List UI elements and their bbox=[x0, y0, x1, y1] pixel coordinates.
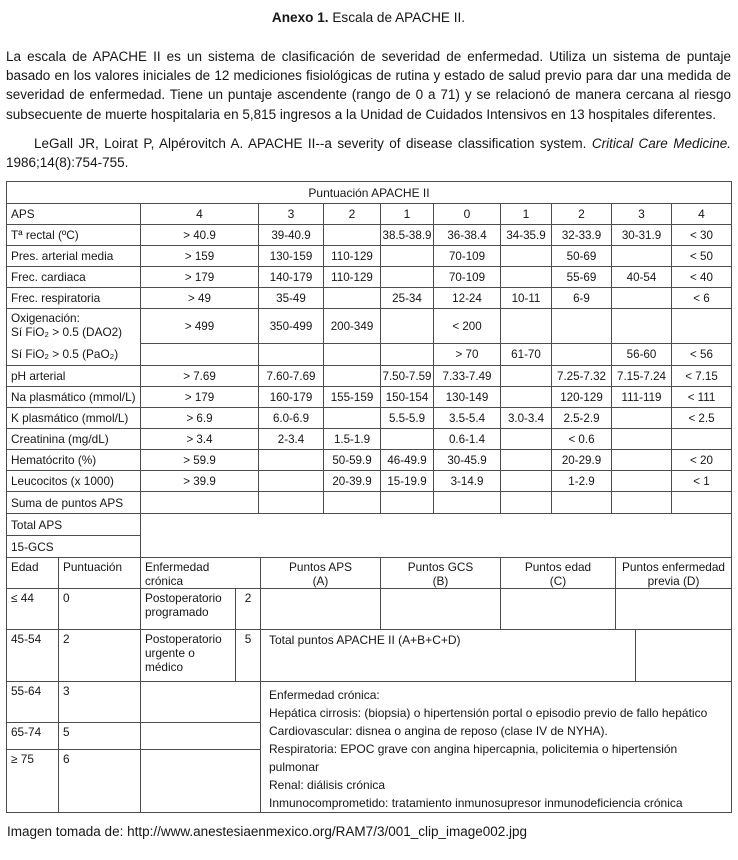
row-label bbox=[7, 267, 141, 288]
row-label-line: Creatinina (mg/dL) bbox=[11, 432, 109, 447]
score-cell: < 111 bbox=[672, 387, 732, 408]
score-cell: > 179 bbox=[141, 387, 259, 408]
score-cell: 61-70 bbox=[501, 344, 552, 366]
score-cell bbox=[501, 429, 552, 450]
reference-year-pages: 1986;14(8):754-755. bbox=[6, 155, 129, 171]
score-cell bbox=[672, 429, 732, 450]
score-cell bbox=[612, 450, 672, 471]
score-cell bbox=[612, 492, 672, 514]
score-cell: < 1 bbox=[672, 471, 732, 492]
chronic-condition-line: Cardiovascular: disnea o angina de reposo (clase IV de NYHA). bbox=[269, 724, 608, 739]
score-cell: 2.5-2.9 bbox=[552, 408, 612, 429]
row-label bbox=[7, 429, 141, 450]
score-cell bbox=[141, 492, 259, 514]
header-puntos-previa bbox=[616, 558, 732, 589]
score-cell: 130-159 bbox=[259, 246, 324, 267]
row-label bbox=[7, 246, 141, 267]
point-header-cell: 0 bbox=[434, 204, 501, 225]
score-cell: > 179 bbox=[141, 267, 259, 288]
score-cell: < 7.15 bbox=[672, 366, 732, 387]
score-cell: 7.15-7.24 bbox=[612, 366, 672, 387]
score-cell bbox=[501, 387, 552, 408]
point-header-cell: 2 bbox=[324, 204, 381, 225]
score-cell: 15-19.9 bbox=[381, 471, 434, 492]
point-header-cell: 3 bbox=[259, 204, 324, 225]
row-label bbox=[7, 471, 141, 492]
chronic-cell: Postoperatorio urgente o médico bbox=[141, 630, 236, 682]
score-cell: 38.5-38.9 bbox=[381, 225, 434, 246]
point-header-cell: 3 bbox=[612, 204, 672, 225]
score-cell: 70-109 bbox=[434, 246, 501, 267]
page-title-text: Escala de APACHE II. bbox=[328, 10, 466, 25]
chronic-condition-line: Enfermedad crónica: bbox=[269, 688, 380, 703]
score-cell: 3.0-3.4 bbox=[501, 408, 552, 429]
score-cell: 46-49.9 bbox=[381, 450, 434, 471]
score-cell bbox=[612, 471, 672, 492]
score-cell bbox=[501, 267, 552, 288]
row-label-line: Frec. cardiaca bbox=[11, 270, 86, 285]
score-cell: > 39.9 bbox=[141, 471, 259, 492]
aps-row bbox=[7, 450, 732, 471]
total-aps-label: Total APS bbox=[7, 514, 141, 536]
chronic-condition-line: Hepática cirrosis: (biopsia) o hipertensión portal o episodio previo de fallo hepático bbox=[269, 706, 708, 721]
age-row bbox=[7, 630, 732, 682]
score-cell: 111-119 bbox=[612, 387, 672, 408]
score-cell bbox=[259, 344, 324, 366]
header-line: Puntos enfermedad bbox=[622, 560, 725, 575]
puntos-previa-cell bbox=[616, 589, 732, 630]
score-cell: 20-29.9 bbox=[552, 450, 612, 471]
row-label bbox=[7, 225, 141, 246]
aps-row bbox=[7, 366, 732, 387]
aps-row bbox=[7, 246, 732, 267]
puntos-gcs-cell bbox=[381, 589, 501, 630]
page-title-label: Anexo 1. bbox=[271, 10, 329, 25]
aps-row bbox=[7, 288, 732, 309]
score-cell: 50-69 bbox=[552, 246, 612, 267]
score-cell: 56-60 bbox=[612, 344, 672, 366]
score-cell: 3-14.9 bbox=[434, 471, 501, 492]
score-table-title: Puntuación APACHE II bbox=[7, 182, 732, 204]
age-cell: 45-54 bbox=[7, 630, 59, 682]
age-scoring-table bbox=[6, 557, 732, 813]
row-label-line: Hematócrito (%) bbox=[11, 453, 97, 468]
score-cell bbox=[324, 408, 381, 429]
row-label bbox=[7, 450, 141, 471]
score-cell: 1-2.9 bbox=[552, 471, 612, 492]
reference-text: LeGall JR, Loirat P, Alpérovitch A. APACHE II--a severity of disease classification system. bbox=[34, 135, 592, 151]
score-cell: 35-49 bbox=[259, 288, 324, 309]
chronic-cell bbox=[141, 749, 261, 813]
header-line: (B) bbox=[432, 574, 449, 589]
score-cell bbox=[324, 225, 381, 246]
score-cell bbox=[552, 344, 612, 366]
row-label-line: Pres. arterial media bbox=[11, 249, 114, 264]
score-cell: < 30 bbox=[672, 225, 732, 246]
score-cell: 10-11 bbox=[501, 288, 552, 309]
score-cell bbox=[612, 429, 672, 450]
puntos-aps-cell bbox=[261, 589, 381, 630]
score-cell: 2-3.4 bbox=[259, 429, 324, 450]
score-cell: 6-9 bbox=[552, 288, 612, 309]
header-line: (A) bbox=[312, 574, 329, 589]
score-cell bbox=[672, 309, 732, 344]
score-cell bbox=[381, 309, 434, 344]
score-cell: 140-179 bbox=[259, 267, 324, 288]
score-cell bbox=[381, 492, 434, 514]
physiologic-rows bbox=[7, 225, 732, 514]
score-cell: < 2.5 bbox=[672, 408, 732, 429]
score-cell: > 499 bbox=[141, 309, 259, 344]
apache-score-table bbox=[6, 181, 732, 558]
age-cell: ≥ 75 bbox=[7, 749, 59, 813]
score-cell bbox=[381, 344, 434, 366]
score-cell bbox=[552, 492, 612, 514]
score-cell: 120-129 bbox=[552, 387, 612, 408]
row-label bbox=[7, 288, 141, 309]
score-cell bbox=[501, 366, 552, 387]
score-cell: 36-38.4 bbox=[434, 225, 501, 246]
page-title bbox=[6, 10, 731, 25]
score-cell: < 200 bbox=[434, 309, 501, 344]
score-cell: 5.5-5.9 bbox=[381, 408, 434, 429]
header-line: Puntos GCS bbox=[407, 560, 474, 575]
score-cell: 3.5-5.4 bbox=[434, 408, 501, 429]
score-cell: 1.5-1.9 bbox=[324, 429, 381, 450]
score-cell: 39-40.9 bbox=[259, 225, 324, 246]
header-line: (C) bbox=[549, 574, 567, 589]
header-edad: Edad bbox=[7, 558, 59, 589]
score-cell: 30-31.9 bbox=[612, 225, 672, 246]
score-cell bbox=[259, 492, 324, 514]
intro-paragraph: La escala de APACHE II es un sistema de clasificación de severidad de enfermedad. Utiliza un sistema de puntaje basado en los valores iniciales de 12 mediciones fisiológicas de rutina y estado de salud previo para dar una medida de severidad de enfermedad. Tiene un puntaje ascendente (rango de 0 a 71) y se relacionó de manera cercana al riesgo subsecuente de muerte hospitalaria en 5,815 ingresos a la Unidad de Cuidados Intensivos en 13 hospitales diferentes. bbox=[6, 49, 731, 122]
score-cell bbox=[612, 309, 672, 344]
score-cell bbox=[381, 267, 434, 288]
score-cell: 12-24 bbox=[434, 288, 501, 309]
score-cell bbox=[324, 344, 381, 366]
score-cell: > 7.69 bbox=[141, 366, 259, 387]
score-cell bbox=[501, 471, 552, 492]
point-header-cell: 4 bbox=[141, 204, 259, 225]
score-cell: 130-149 bbox=[434, 387, 501, 408]
total-aps-value-area bbox=[141, 514, 732, 558]
score-cell: 150-154 bbox=[381, 387, 434, 408]
row-label bbox=[7, 344, 141, 366]
aps-summary-rows bbox=[7, 514, 732, 558]
points-cell: 2 bbox=[59, 630, 141, 682]
score-cell: > 59.9 bbox=[141, 450, 259, 471]
footer-source: Imagen tomada de: http://www.anestesiaenmexico.org/RAM7/3/001_clip_image002.jpg bbox=[7, 824, 528, 840]
age-row bbox=[7, 589, 732, 630]
row-label bbox=[7, 309, 141, 344]
row-label-line: Frec. respiratoria bbox=[11, 291, 101, 306]
score-cell: < 56 bbox=[672, 344, 732, 366]
aps-row bbox=[7, 387, 732, 408]
score-cell: > 159 bbox=[141, 246, 259, 267]
score-cell: 6.0-6.9 bbox=[259, 408, 324, 429]
score-cell: 34-35.9 bbox=[501, 225, 552, 246]
aps-row bbox=[7, 429, 732, 450]
score-cell bbox=[501, 309, 552, 344]
row-label-line: Sí FiO₂ > 0.5 (PaO₂) bbox=[11, 347, 119, 362]
aps-header-row bbox=[7, 204, 732, 225]
score-cell: 70-109 bbox=[434, 267, 501, 288]
chronic-cell: Postoperatorio programado bbox=[141, 589, 236, 630]
points-cell: 5 bbox=[59, 723, 141, 749]
header-puntos-aps bbox=[261, 558, 381, 589]
puntos-edad-cell bbox=[501, 589, 616, 630]
score-cell: 40-54 bbox=[612, 267, 672, 288]
aps-row bbox=[7, 225, 732, 246]
score-cell: < 40 bbox=[672, 267, 732, 288]
aps-row bbox=[7, 408, 732, 429]
score-cell: > 70 bbox=[434, 344, 501, 366]
score-cell: 200-349 bbox=[324, 309, 381, 344]
score-cell: > 3.4 bbox=[141, 429, 259, 450]
age-cell: ≤ 44 bbox=[7, 589, 59, 630]
row-label bbox=[7, 387, 141, 408]
age-cell: 55-64 bbox=[7, 682, 59, 723]
score-cell bbox=[612, 246, 672, 267]
score-cell: 20-39.9 bbox=[324, 471, 381, 492]
row-label-line: pH arterial bbox=[11, 369, 66, 384]
score-cell: < 50 bbox=[672, 246, 732, 267]
aps-row bbox=[7, 309, 732, 344]
score-cell: > 49 bbox=[141, 288, 259, 309]
score-cell: 350-499 bbox=[259, 309, 324, 344]
header-line: Enfermedad bbox=[145, 560, 210, 575]
score-cell: 155-159 bbox=[324, 387, 381, 408]
chronic-condition-line: Inmunocomprometido: tratamiento inmunosupresor inmunodeficiencia crónica bbox=[269, 796, 683, 811]
score-cell: 110-129 bbox=[324, 267, 381, 288]
score-cell: 55-69 bbox=[552, 267, 612, 288]
score-cell: 7.25-7.32 bbox=[552, 366, 612, 387]
chronic-cell bbox=[141, 723, 261, 749]
score-cell: < 20 bbox=[672, 450, 732, 471]
reference-citation bbox=[6, 134, 731, 172]
score-cell bbox=[501, 246, 552, 267]
header-enfermedad-cronica bbox=[141, 558, 261, 589]
chronic-points-cell: 2 bbox=[236, 589, 261, 630]
points-cell: 3 bbox=[59, 682, 141, 723]
score-cell bbox=[324, 366, 381, 387]
score-cell: > 6.9 bbox=[141, 408, 259, 429]
chronic-condition-line: Renal: diálisis crónica bbox=[269, 778, 386, 793]
reference-journal: Critical Care Medicine. bbox=[591, 135, 731, 151]
score-cell bbox=[501, 450, 552, 471]
age-row bbox=[7, 682, 732, 723]
point-header-cell: 4 bbox=[672, 204, 732, 225]
score-cell bbox=[552, 309, 612, 344]
row-label-line: Suma de puntos APS bbox=[11, 495, 124, 510]
score-cell bbox=[259, 450, 324, 471]
point-header-cell: 1 bbox=[381, 204, 434, 225]
score-cell bbox=[381, 429, 434, 450]
total-aps-row bbox=[7, 514, 732, 536]
total-apache-value-cell bbox=[636, 630, 732, 682]
score-cell: 25-34 bbox=[381, 288, 434, 309]
score-cell: 7.60-7.69 bbox=[259, 366, 324, 387]
age-table-header-row bbox=[7, 558, 732, 589]
points-cell: 6 bbox=[59, 749, 141, 813]
header-puntos-gcs bbox=[381, 558, 501, 589]
score-cell bbox=[672, 492, 732, 514]
row-label-line: Sí FiO₂ > 0.5 (DAO2) bbox=[11, 325, 123, 340]
score-cell: < 0.6 bbox=[552, 429, 612, 450]
row-label-line: Tª rectal (ºC) bbox=[11, 228, 79, 243]
score-cell bbox=[259, 471, 324, 492]
score-cell bbox=[324, 492, 381, 514]
chronic-condition-line: Respiratoria: EPOC grave con angina hipercapnia, policitemia o hipertensión pulmonar bbox=[269, 742, 678, 775]
chronic-cell bbox=[141, 682, 261, 723]
score-cell: 160-179 bbox=[259, 387, 324, 408]
score-cell: 32-33.9 bbox=[552, 225, 612, 246]
header-line: Puntos APS bbox=[289, 560, 352, 575]
header-puntuacion: Puntuación bbox=[59, 558, 141, 589]
score-cell bbox=[381, 246, 434, 267]
row-label-line: Oxigenación: bbox=[11, 311, 80, 326]
score-cell: > 40.9 bbox=[141, 225, 259, 246]
score-cell: 7.33-7.49 bbox=[434, 366, 501, 387]
chronic-conditions-block bbox=[261, 682, 732, 813]
header-line: previa (D) bbox=[647, 574, 700, 589]
row-label bbox=[7, 366, 141, 387]
score-cell: 50-59.9 bbox=[324, 450, 381, 471]
age-cell: 65-74 bbox=[7, 723, 59, 749]
score-cell bbox=[324, 288, 381, 309]
aps-row bbox=[7, 471, 732, 492]
point-header-cell: 2 bbox=[552, 204, 612, 225]
point-header-cell: 1 bbox=[501, 204, 552, 225]
gcs-label: 15-GCS bbox=[7, 536, 141, 558]
points-cell: 0 bbox=[59, 589, 141, 630]
row-label-line: Na plasmático (mmol/L) bbox=[11, 390, 136, 405]
score-cell bbox=[612, 408, 672, 429]
header-puntos-edad bbox=[501, 558, 616, 589]
score-cell: < 6 bbox=[672, 288, 732, 309]
row-label bbox=[7, 408, 141, 429]
total-apache-cell: Total puntos APACHE II (A+B+C+D) bbox=[261, 630, 636, 682]
score-cell: 30-45.9 bbox=[434, 450, 501, 471]
aps-row bbox=[7, 492, 732, 514]
score-cell bbox=[501, 492, 552, 514]
row-label-line: Leucocitos (x 1000) bbox=[11, 474, 114, 489]
header-line: Puntos edad bbox=[524, 560, 592, 575]
row-label bbox=[7, 492, 141, 514]
header-line: crónica bbox=[145, 574, 184, 589]
aps-row bbox=[7, 267, 732, 288]
aps-header-label: APS bbox=[7, 204, 141, 225]
row-label-line: K plasmático (mmol/L) bbox=[11, 411, 129, 426]
score-cell: 110-129 bbox=[324, 246, 381, 267]
score-cell bbox=[612, 288, 672, 309]
score-cell: 0.6-1.4 bbox=[434, 429, 501, 450]
chronic-points-cell: 5 bbox=[236, 630, 261, 682]
score-cell bbox=[434, 492, 501, 514]
score-cell bbox=[141, 344, 259, 366]
table-caption-row bbox=[7, 182, 732, 204]
aps-row bbox=[7, 344, 732, 366]
score-cell: 7.50-7.59 bbox=[381, 366, 434, 387]
